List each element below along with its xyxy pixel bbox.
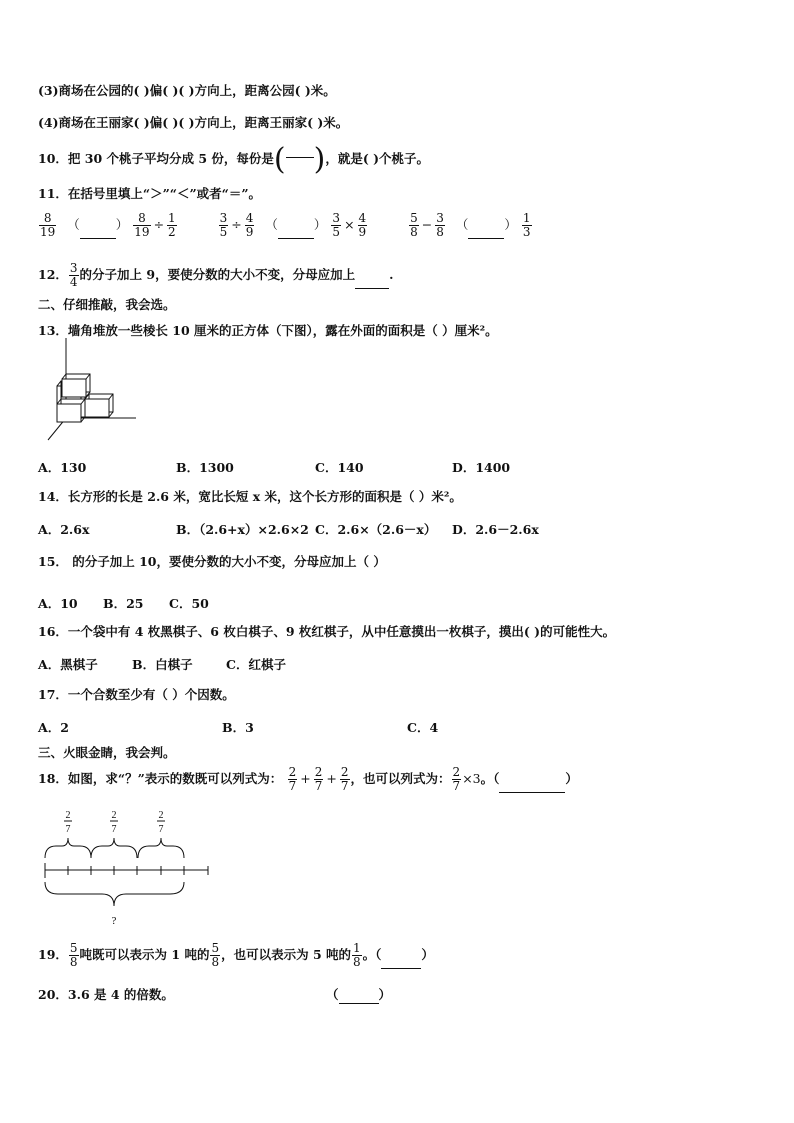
q13-option-c[interactable]: C．140 bbox=[315, 460, 364, 475]
operator: × bbox=[344, 217, 355, 232]
fraction: $\frac{8}{19}$ bbox=[40, 211, 56, 239]
q16-option-c[interactable]: C．红棋子 bbox=[226, 657, 286, 672]
q15-option-c[interactable]: C．50 bbox=[169, 596, 209, 611]
diagram-frac-num: 2 bbox=[111, 810, 117, 821]
q15-stem: 15． 的分子加上 10，要使分数的大小不变，分母应加上（ ） bbox=[38, 554, 386, 569]
fraction: $\frac{2}{7}$ bbox=[340, 765, 349, 793]
q10-prefix: 10．把 30 个桃子平均分成 5 份，每份是 bbox=[38, 151, 274, 166]
q11-blank-2[interactable]: （ ） bbox=[265, 217, 326, 232]
fraction: $\frac{2}{7}$ bbox=[288, 765, 297, 793]
q16-option-a[interactable]: A．黑棋子 bbox=[38, 657, 98, 672]
q14-option-a[interactable]: A．2.6x bbox=[38, 522, 90, 537]
fraction: $\frac{3}{8}$ bbox=[436, 211, 444, 239]
q18-answer-blank[interactable] bbox=[499, 792, 565, 793]
fraction: $\frac{4}{9}$ bbox=[245, 211, 254, 239]
fraction: $\frac{1}{2}$ bbox=[168, 211, 176, 239]
fraction: $\frac{4}{9}$ bbox=[358, 211, 367, 239]
q17-option-a[interactable]: A．2 bbox=[38, 720, 69, 735]
q15-option-b[interactable]: B．25 bbox=[103, 596, 144, 611]
fraction: $\frac{5}{8}$ bbox=[211, 941, 220, 969]
question-19: 19． $\frac{5}{8}$ 吨既可以表示为 1 吨的 $\frac{5}{8}$ ，也可以表示为 5 吨的 $\frac{1}{8}$ 。（ ） bbox=[38, 941, 434, 969]
q11-stem: 11．在括号里填上“＞”“＜”或者“＝”。 bbox=[38, 186, 262, 201]
diagram-question-mark: ? bbox=[111, 915, 117, 927]
section-2-heading: 二、仔细推敲，我会选。 bbox=[38, 297, 176, 312]
q11-blank-1[interactable]: （ ） bbox=[67, 217, 128, 232]
q18-prefix: 18．如图，求“？”表示的数既可以列式为： bbox=[38, 771, 283, 786]
q10-fraction-blank[interactable]: ( ) bbox=[273, 141, 326, 177]
q13-option-d[interactable]: D．1400 bbox=[452, 460, 511, 475]
fraction: $\frac{5}{8}$ bbox=[69, 941, 78, 969]
q12-blank[interactable] bbox=[355, 288, 389, 289]
q12-text: 的分子加上 9，要使分数的大小不变，分母应加上 bbox=[79, 267, 356, 282]
q14-option-b[interactable]: B．（2.6+x）×2.6×2 bbox=[176, 522, 309, 537]
q20-stem: 20．3.6 是 4 的倍数。 bbox=[38, 987, 174, 1002]
q19-number: 19． bbox=[38, 947, 68, 962]
q14-option-c[interactable]: C．2.6×（2.6－x） bbox=[315, 522, 437, 537]
q19-text-1: 吨既可以表示为 1 吨的 bbox=[79, 947, 210, 962]
cube-stack-figure bbox=[44, 338, 138, 442]
operator: − bbox=[421, 217, 433, 232]
diagram-frac-num: 2 bbox=[158, 810, 164, 821]
q9-line-4: (4)商场在王丽家( )偏( )( )方向上，距离王丽家( )米。 bbox=[38, 115, 349, 130]
fraction: $\frac{2}{7}$ bbox=[314, 765, 323, 793]
diagram-frac-den: 7 bbox=[65, 824, 71, 835]
q16-option-b[interactable]: B．白棋子 bbox=[132, 657, 193, 672]
fraction: $\frac{3}{5}$ bbox=[332, 211, 341, 239]
operator: ÷ bbox=[153, 217, 165, 232]
fraction: $\frac{8}{19}$ bbox=[134, 211, 150, 239]
question-18: 18．如图，求“？”表示的数既可以列式为： $\frac{2}{7}$ + $\frac{2}{7}$ + $\frac{2}{7}$ ，也可以列式为： $\frac{2}{7}$ ×3。（ ） bbox=[38, 765, 578, 793]
q18-middle-text: ，也可以列式为： bbox=[350, 771, 451, 786]
diagram-frac-num: 2 bbox=[65, 810, 71, 821]
q11-items bbox=[38, 212, 533, 239]
q17-option-c[interactable]: C．4 bbox=[407, 720, 439, 735]
fraction: $\frac{3}{4}$ bbox=[69, 261, 78, 289]
question-12: 12． $\frac{3}{4}$ 的分子加上 9，要使分数的大小不变，分母应加上 . bbox=[38, 261, 394, 289]
diagram-frac-den: 7 bbox=[111, 824, 117, 835]
q16-stem: 16．一个袋中有 4 枚黑棋子、6 枚白棋子、9 枚红棋子，从中任意摸出一枚棋子，摸出( )的可能性大。 bbox=[38, 624, 616, 639]
section-3-heading: 三、火眼金睛，我会判。 bbox=[38, 745, 176, 760]
q19-text-2: ，也可以表示为 5 吨的 bbox=[221, 947, 351, 962]
fraction: $\frac{3}{5}$ bbox=[219, 211, 228, 239]
q14-stem: 14．长方形的长是 2.6 米，宽比长短 x 米，这个长方形的面积是（ ）米²。 bbox=[38, 489, 462, 504]
q10-suffix: ，就是( )个桃子。 bbox=[325, 151, 430, 166]
diagram-frac-den: 7 bbox=[158, 824, 164, 835]
q19-answer-blank[interactable] bbox=[381, 968, 421, 969]
q13-stem: 13．墙角堆放一些棱长 10 厘米的正方体（下图），露在外面的面积是（ ）厘米²。 bbox=[38, 323, 498, 338]
q15-option-a[interactable]: A．10 bbox=[38, 596, 78, 611]
q9-line-3: (3)商场在公园的( )偏( )( )方向上，距离公园( )米。 bbox=[38, 83, 336, 98]
fraction: $\frac{1}{3}$ bbox=[522, 211, 531, 239]
q18-number-line-diagram bbox=[40, 808, 215, 928]
q12-number: 12． bbox=[38, 267, 68, 282]
fraction: $\frac{5}{8}$ bbox=[410, 211, 418, 239]
q17-stem: 17．一个合数至少有（ ）个因数。 bbox=[38, 687, 235, 702]
question-10 bbox=[38, 141, 430, 177]
q14-option-d[interactable]: D．2.6－2.6x bbox=[452, 522, 539, 537]
q13-option-b[interactable]: B．1300 bbox=[176, 460, 234, 475]
q17-option-b[interactable]: B．3 bbox=[222, 720, 254, 735]
fraction: $\frac{1}{8}$ bbox=[353, 941, 361, 969]
operator: ÷ bbox=[231, 217, 242, 232]
q20-answer-blank[interactable]: （ ） bbox=[326, 987, 392, 1002]
q11-blank-3[interactable]: （ ） bbox=[456, 217, 517, 232]
fraction: $\frac{2}{7}$ bbox=[452, 765, 461, 793]
q13-option-a[interactable]: A．130 bbox=[38, 460, 87, 475]
